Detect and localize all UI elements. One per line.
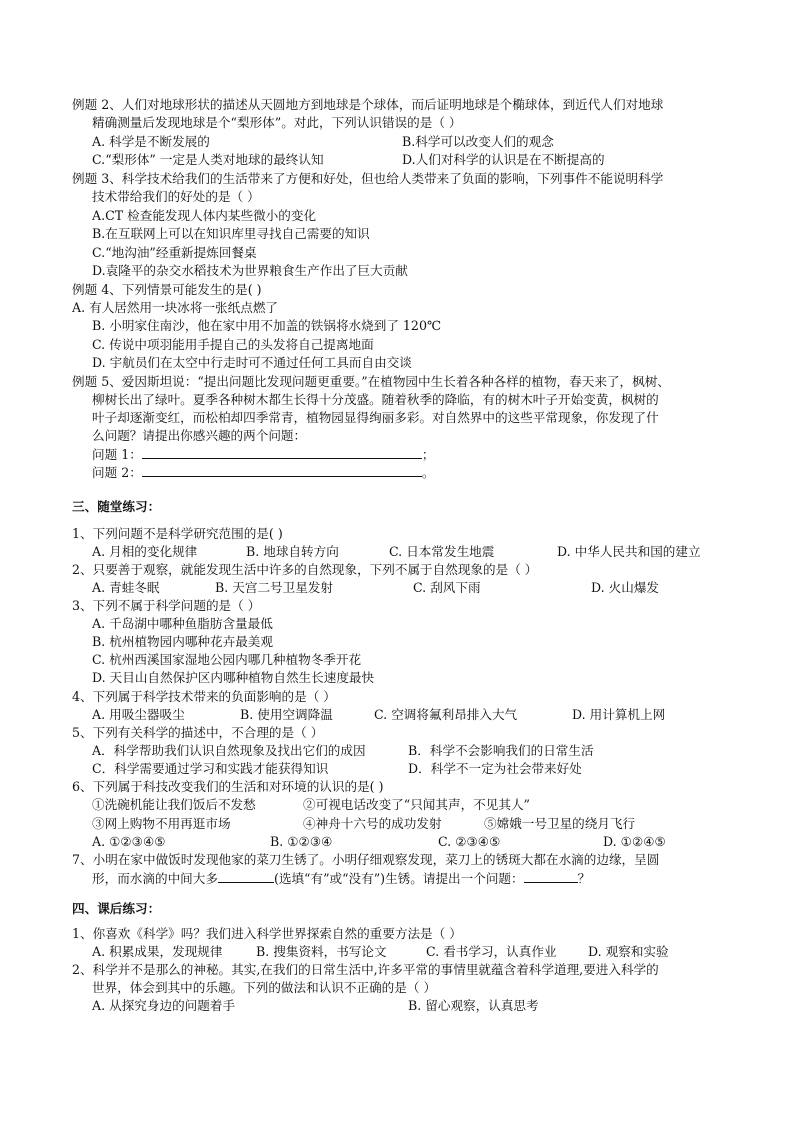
example-4-option-a: A. 有人居然用一块冰将一张纸点燃了 [72,300,279,315]
s3-q3-option-a: A. 千岛湖中哪种鱼脂肪含量最低 [92,616,273,631]
s3-q7-line-1: 7、小明在家中做饭时发现他家的菜刀生锈了。小明仔细观察发现，菜刀上的锈斑大都在水滴的边缘，呈圆 [72,852,660,867]
example-4-option-c: C. 传说中项羽能用手提自己的头发将自己提离地面 [92,337,374,352]
s4-q1-option-a: A. 积累成果，发现规律 [92,944,223,959]
s3-q6-option-c: C. ②③④⑤ [438,834,501,849]
s3-q3-stem: 3、下列不属于科学问题的是（ ） [72,598,261,613]
s3-q6-option-b: B. ①②③④ [270,834,333,849]
example-2-option-c: C.“梨形体” 一定是人类对地球的最终认知 [92,152,324,167]
section-4-title: 四、课后练习： [72,901,161,916]
s3-q7-line-2 [92,869,590,888]
s4-q2-stem-line-1: 2、科学并不是那么的神秘。其实,在我们的日常生活中,许多平常的事情里就蕴含着科学道理,要进入科学的 [72,962,659,977]
s4-q2-option-b: B. 留心观察，认真思考 [408,998,539,1013]
s3-q4-option-c: C. 空调将氟利昂排入大气 [374,707,518,722]
s4-q1-option-b: B. 搜集资料，书写论文 [256,944,387,959]
s3-q2-option-a: A. 青蛙冬眠 [92,580,160,595]
example-2-option-a: A. 科学是不断发展的 [92,134,210,149]
s3-q7-text-c: ？ [577,871,591,886]
s3-q2-option-b: B. 天宫二号卫星发射 [215,580,334,595]
s3-q1-option-d: D. 中华人民共和国的建立 [557,544,701,559]
s3-q3-option-d: D. 天目山自然保护区内哪种植物自然生长速度最快 [92,670,375,685]
s3-q5-option-c: C．科学需要通过学习和实践才能获得知识 [92,761,329,776]
s3-q2-option-c: C. 刮风下雨 [413,580,481,595]
s3-q6-option-d: D. ①②④⑤ [603,834,666,849]
question-2-end: 。 [421,465,435,480]
s3-q3-option-b: B. 杭州植物园内哪种花卉最美观 [92,634,273,649]
example-3-option-c: C.“地沟油”经重新提炼回餐桌 [92,245,257,260]
question-1-answer-line [92,445,434,464]
example-5-stem-line-4: 么问题？请提出你感兴趣的两个问题： [92,428,307,443]
s3-q5-option-a: A．科学帮助我们认识自然现象及找出它们的成因 [92,743,366,758]
question-2-answer-line [92,463,434,482]
example-5-stem-line-1: 例题 5、爱因斯坦说：“提出问题比发现问题更重要。”在植物园中生长着各种各样的植物，春天来了，枫树、 [72,374,670,389]
question-2-blank[interactable] [142,463,422,477]
example-2-stem-line-2: 精确测量后发现地球是个“梨形体”。对此，下列认识错误的是（ ） [92,115,462,130]
example-5-stem-line-2: 柳树长出了绿叶。夏季各种树木都生长得十分茂盛。随着秋季的降临，有的树木叶子开始变黄，枫树的 [92,392,659,407]
s3-q6-item-2: ②可视电话改变了“只闻其声，不见其人” [303,797,530,812]
s4-q1-stem: 1、你喜欢《科学》吗？我们进入科学世界探索自然的重要方法是（ ） [72,926,462,941]
s3-q6-item-1: ①洗碗机能让我们饭后不发愁 [92,797,256,812]
question-1-label: 问题 1： [92,447,142,462]
s4-q2-option-a: A. 从探究身边的问题着手 [92,998,236,1013]
example-3-option-a: A.CT 检查能发现人体内某些微小的变化 [92,208,317,223]
example-3-stem-line-2: 技术带给我们的好处的是（ ） [92,189,260,204]
example-4-option-d: D. 宇航员们在太空中行走时可不通过任何工具而自由交谈 [92,355,412,370]
s3-q4-stem: 4、下列属于科学技术带来的负面影响的是（ ） [72,689,336,704]
s4-q2-stem-line-2: 世界，体会到其中的乐趣。下列的做法和认识不正确的是（ ） [92,980,437,995]
s3-q4-option-a: A. 用吸尘器吸尘 [92,707,185,722]
example-4-option-b: B. 小明家住南沙，他在家中用不加盖的铁锅将水烧到了 120℃ [92,318,442,333]
s3-q7-text-b: (选填“有”或“没有”)生锈。请提出一个问题： [273,871,524,886]
question-1-blank[interactable] [142,445,422,459]
s3-q2-stem: 2、只要善于观察，就能发现生活中许多的自然现象，下列不属于自然现象的是（ ） [72,562,538,577]
s3-q5-option-d: D．科学不一定为社会带来好处 [408,761,582,776]
s3-q3-option-c: C. 杭州西溪国家湿地公园内哪几种植物冬季开花 [92,652,362,667]
section-3-title: 三、随堂练习： [72,499,161,514]
example-3-option-d: D.袁隆平的杂交水稻技术为世界粮食生产作出了巨大贡献 [92,263,408,278]
example-2-option-b: B.科学可以改变人们的观念 [402,134,554,149]
s3-q4-option-b: B. 使用空调降温 [240,707,333,722]
s3-q7-blank-2[interactable] [524,869,578,883]
s3-q6-option-a: A. ①②③④⑤ [92,834,166,849]
s3-q2-option-d: D. 火山爆发 [591,580,660,595]
example-2-stem-line-1: 例题 2、人们对地球形状的描述从天圆地方到地球是个球体，而后证明地球是个椭球体，到近代人们对地球 [72,97,664,112]
s4-q1-option-c: C. 看书学习，认真作业 [426,944,557,959]
s3-q6-item-3: ③网上购物不用再逛市场 [92,816,231,831]
s3-q1-option-c: C. 日本常发生地震 [389,544,495,559]
s3-q6-item-5: ⑤嫦娥一号卫星的绕月飞行 [484,816,636,831]
example-4-stem: 例题 4、下列情景可能发生的是( ) [72,282,262,297]
question-1-end: ； [421,447,435,462]
s3-q7-text-a: 形，而水滴的中间大多 [92,871,218,886]
question-2-label: 问题 2： [92,465,142,480]
example-5-stem-line-3: 叶子却逐渐变红，而松柏却四季常青，植物园显得绚丽多彩。对自然界中的这些平常现象，你发现了什 [92,410,659,425]
s4-q1-option-d: D. 观察和实验 [588,944,669,959]
s3-q7-blank-1[interactable] [218,869,274,883]
s3-q5-option-b: B．科学不会影响我们的日常生活 [408,743,594,758]
s3-q4-option-d: D. 用计算机上网 [572,707,666,722]
s3-q6-item-4: ④神舟十六号的成功发射 [303,816,442,831]
s3-q1-stem: 1、下列问题不是科学研究范围的是( ) [72,526,283,541]
s3-q1-option-a: A. 月相的变化规律 [92,544,198,559]
example-3-stem-line-1: 例题 3、科学技术给我们的生活带来了方便和好处，但也给人类带来了负面的影响，下列事件不能说明科学 [72,171,664,186]
s3-q6-stem: 6、下列属于科技改变我们的生活和对环境的认识的是( ) [72,779,384,794]
s3-q5-stem: 5、下列有关科学的描述中，不合理的是（ ） [72,725,324,740]
s3-q1-option-b: B. 地球自转方向 [246,544,339,559]
example-2-option-d: D.人们对科学的认识是在不断提高的 [402,152,605,167]
example-3-option-b: B.在互联网上可以在知识库里寻找自己需要的知识 [92,226,370,241]
